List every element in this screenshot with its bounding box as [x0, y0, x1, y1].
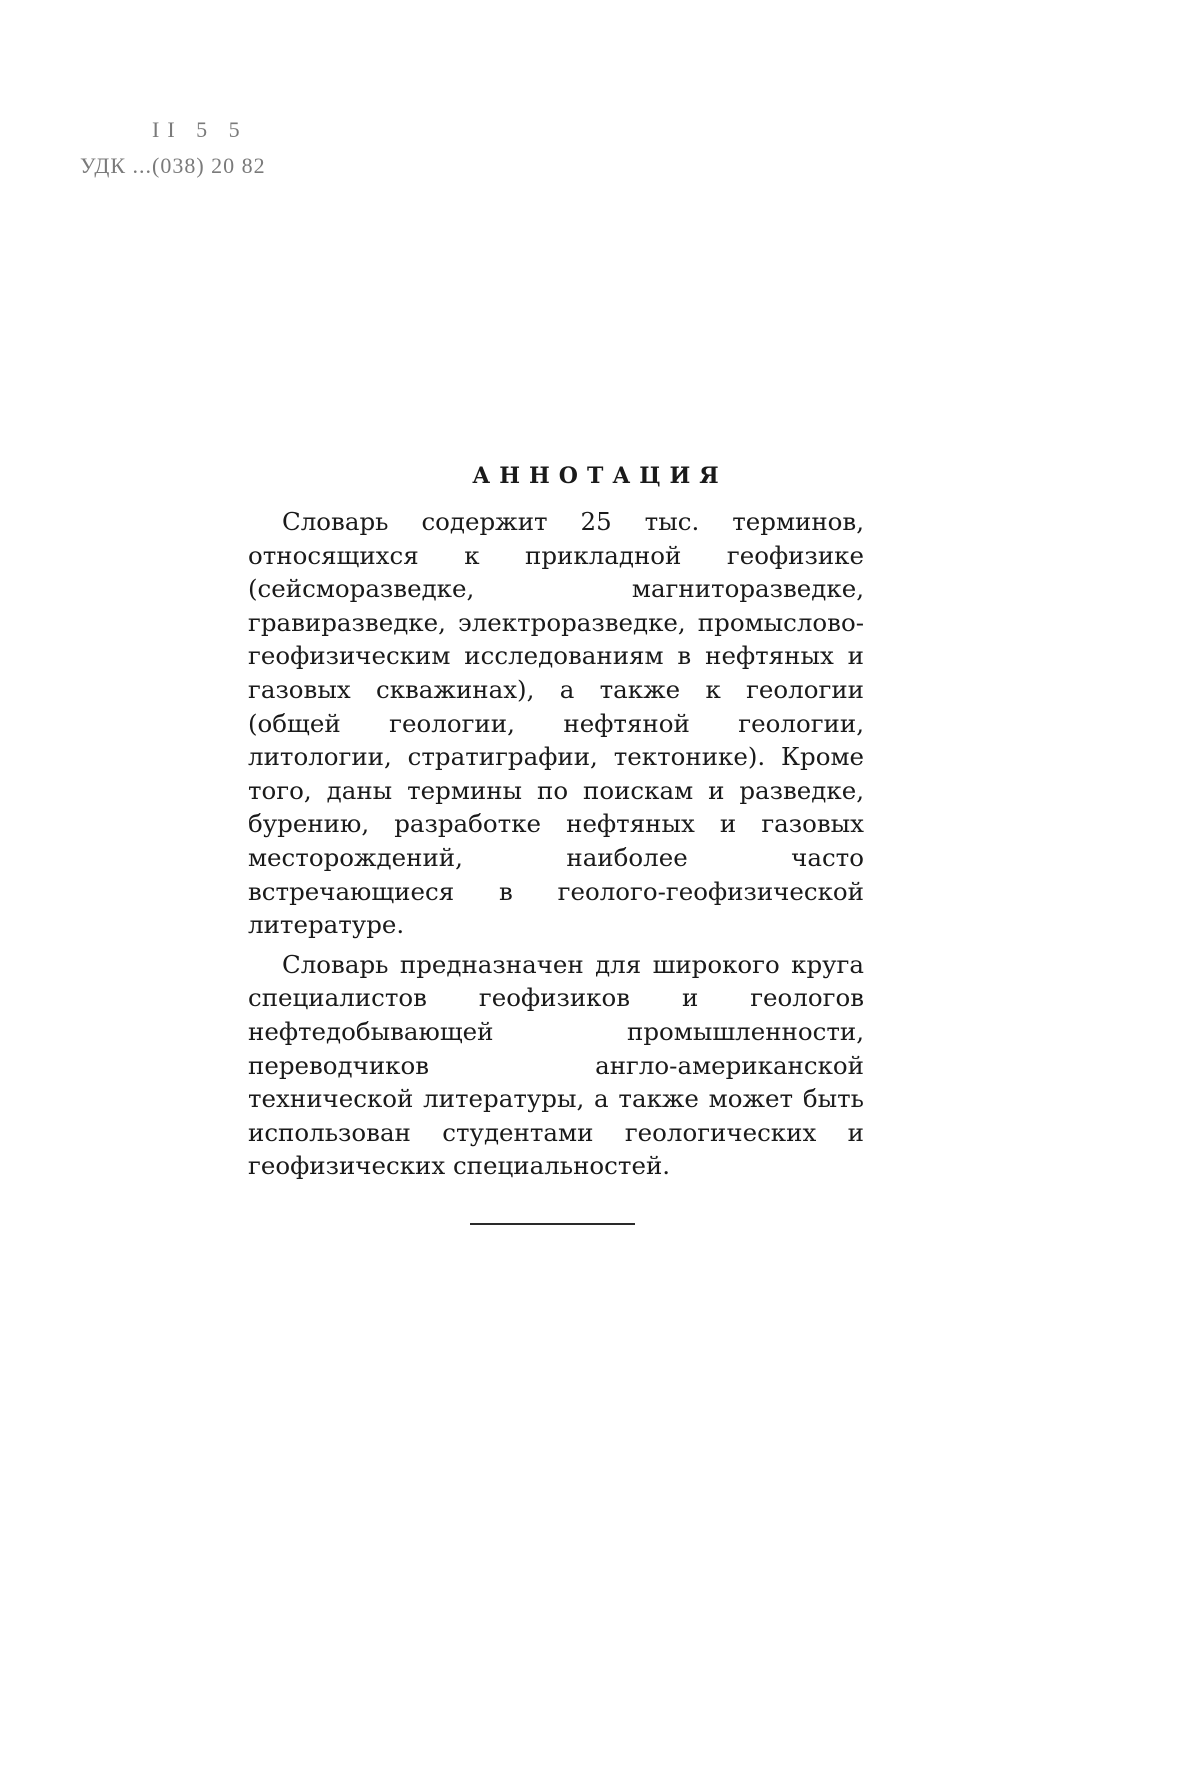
annotation-paragraph-1: Словарь содержит 25 тыс. терминов, относящихся к прикладной геофизике (сейсморазведке, магниторазведке, гравиразведке, электроразведке, промыслово-геофизическим исследованиям в нефтяных и газовых скважинах), а также к геологии (общей геологии, нефтяной геологии, литологии, стратиграфии, тектонике). Кроме того, даны термины по поискам и разведке, бурению, разработке нефтяных и газовых месторождений, наиболее часто встречающиеся в геолого-геофизической литературе.	[248, 507, 864, 940]
annotation-heading: АННОТАЦИЯ	[472, 463, 728, 489]
catalog-code-line-1: II 5 5	[152, 117, 248, 142]
udc-code-line: УДК ...(038) 20 82	[80, 153, 266, 178]
annotation-body	[248, 505, 864, 1185]
catalog-codes	[80, 112, 266, 184]
closing-divider	[470, 1223, 635, 1225]
annotation-paragraph-2: Словарь предназначен для широкого круга специалистов геофизиков и геологов нефтедобывающей промышленности, переводчиков англо-американской технической литературы, а также может быть использован студентами геологических и геофизических специальностей.	[248, 949, 864, 1181]
